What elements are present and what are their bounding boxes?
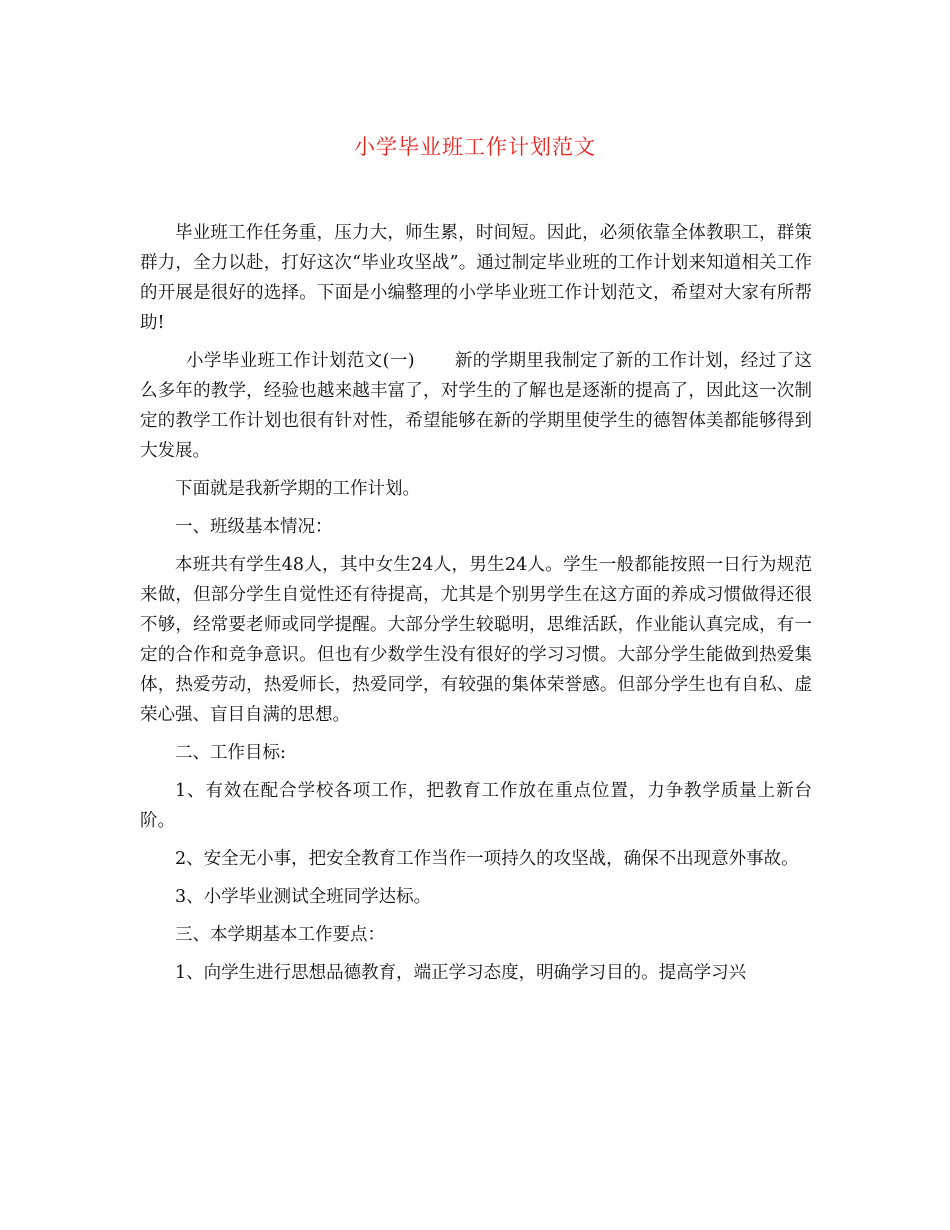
heading-class-info: 一、班级基本情况：	[175, 517, 333, 537]
heading-work-points: 三、本学期基本工作要点：	[175, 925, 385, 945]
intro-paragraph: 毕业班工作任务重，压力大，师生累，时间短。因此，必须依靠全体教职工，群策群力，全力以赴，打好这次“毕业攻坚战”。通过制定毕业班的工作计划来知道相关工作的开展是很好的选择。下面是小编整理的小学毕业班工作计划范文，希望对大家有所帮助!	[140, 223, 812, 333]
work-point-1: 1、向学生进行思想品德教育，端正学习态度，明确学习目的。提高学习兴	[175, 963, 747, 983]
section-heading: 小学毕业班工作计划范文(一)	[186, 351, 415, 371]
document-title: 小学毕业班工作计划范文	[354, 135, 596, 159]
heading-work-goals: 二、工作目标:	[175, 743, 286, 763]
section-intro: 新的学期里我制定了新的工作计划，经过了这么多年的教学，经验也越来越丰富了，对学生的了解也是逐渐的提高了，因此这一次制定的教学工作计划也很有针对性，希望能够在新的学期里使学生的德智体美都能够得到大发展。	[140, 351, 813, 461]
paragraph-class-info: 本班共有学生48人，其中女生24人，男生24人。学生一般都能按照一日行为规范来做，但部分学生自觉性还有待提高，尤其是个别男学生在这方面的养成习惯做得还很不够，经常要老师或同学提醒。大部分学生较聪明，思维活跃，作业能认真完成，有一定的合作和竞争意识。但也有少数学生没有很好的学习习惯。大部分学生能做到热爱集体，热爱劳动，热爱师长，热爱同学，有较强的集体荣誉感。但部分学生也有自私、虚荣心强、盲目自满的思想。	[140, 555, 812, 725]
section-paragraph	[140, 346, 812, 474]
goal-item-2: 2、安全无小事，把安全教育工作当作一项持久的攻坚战，确保不出现意外事故。	[175, 849, 799, 869]
document-body	[140, 218, 812, 996]
goal-item-1: 1、有效在配合学校各项工作，把教育工作放在重点位置，力争教学质量上新台阶。	[140, 781, 812, 831]
goal-item-3: 3、小学毕业测试全班同学达标。	[175, 887, 432, 907]
paragraph-plan-intro: 下面就是我新学期的工作计划。	[175, 479, 420, 499]
